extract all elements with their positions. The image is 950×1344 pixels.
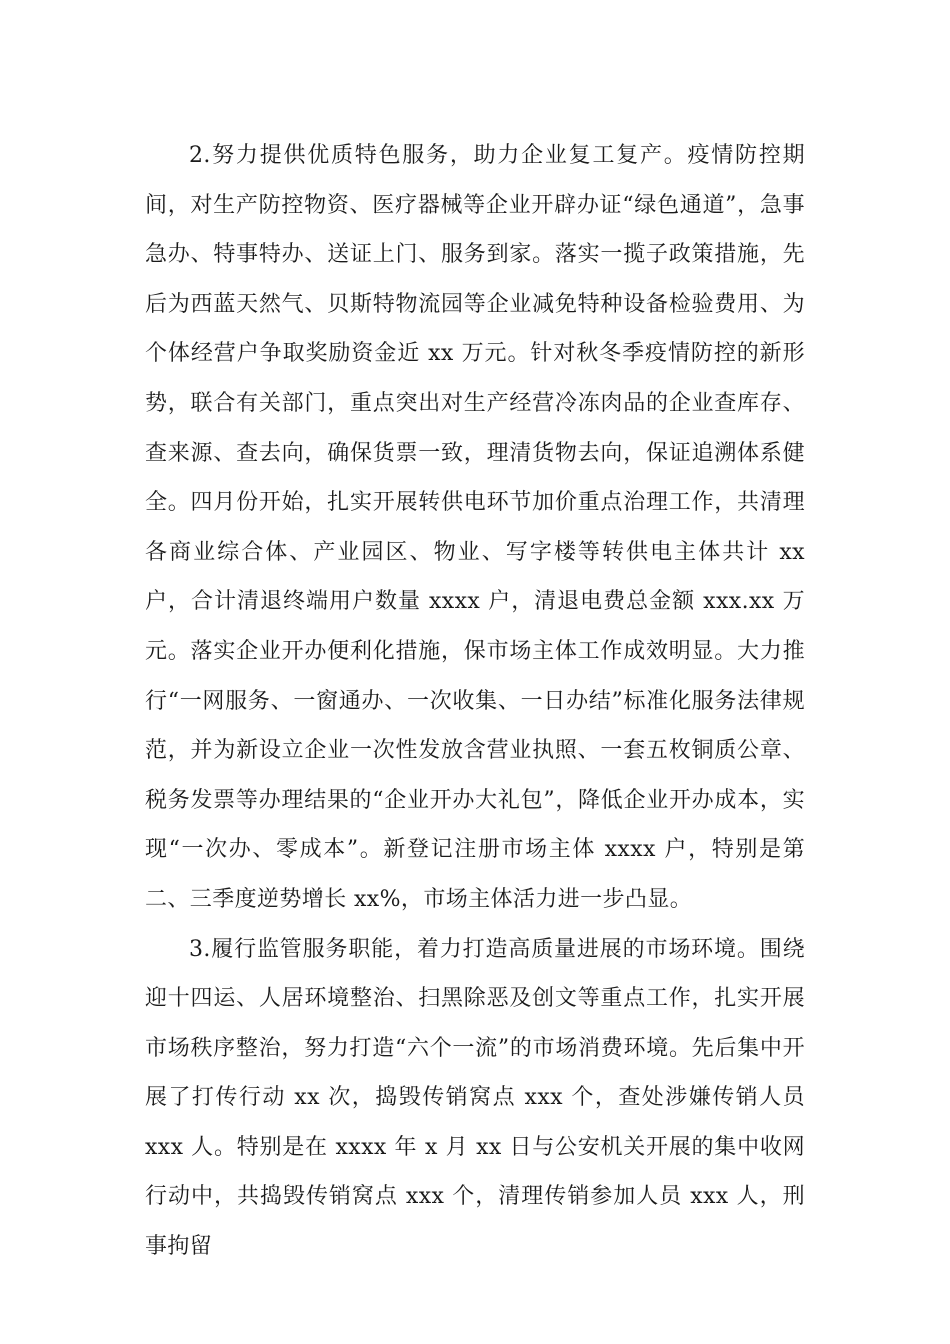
paragraph-service: 2.努力提供优质特色服务，助力企业复工复产。疫情防控期间，对生产防控物资、医疗器械等企业开辟办证“绿色通道”，急事急办、特事特办、送证上门、服务到家。落实一揽子政策措施，先后为西蓝天然气、贝斯特物流园等企业减免特种设备检验费用、为个体经营户争取奖励资金近 xx 万元。针对秋冬季疫情防控的新形势，联合有关部门，重点突出对生产经营冷冻肉品的企业查库存、查来源、查去向，确保货票一致，理清货物去向，保证追溯体系健全。四月份开始，扎实开展转供电环节加价重点治理工作，共清理各商业综合体、产业园区、物业、写字楼等转供电主体共计 xx 户，合计清退终端用户数量 xxxx 户，清退电费总金额 xxx.xx 万元。落实企业开办便利化措施，保市场主体工作成效明显。大力推行“一网服务、一窗通办、一次收集、一日办结”标准化服务法律规范，并为新设立企业一次性发放含营业执照、一套五枚铜质公章、税务发票等办理结果的“企业开办大礼包”，降低企业开办成本，实现“一次办、零成本”。新登记注册市场主体 xxxx 户，特别是第二、三季度逆势增长 xx%，市场主体活力进一步凸显。 (145, 143, 805, 912)
document-body (145, 131, 805, 1272)
paragraph-supervision: 3.履行监管服务职能，着力打造高质量进展的市场环境。围绕迎十四运、人居环境整治、扫黑除恶及创文等重点工作，扎实开展市场秩序整治，努力打造“六个一流”的市场消费环境。先后集中开展了打传行动 xx 次，捣毁传销窝点 xxx 个，查处涉嫌传销人员 xxx 人。特别是在 xxxx 年 x 月 xx 日与公安机关开展的集中收网行动中，共捣毁传销窝点 xxx 个，清理传销参加人员 xxx 人，刑事拘留 (145, 936, 805, 1260)
